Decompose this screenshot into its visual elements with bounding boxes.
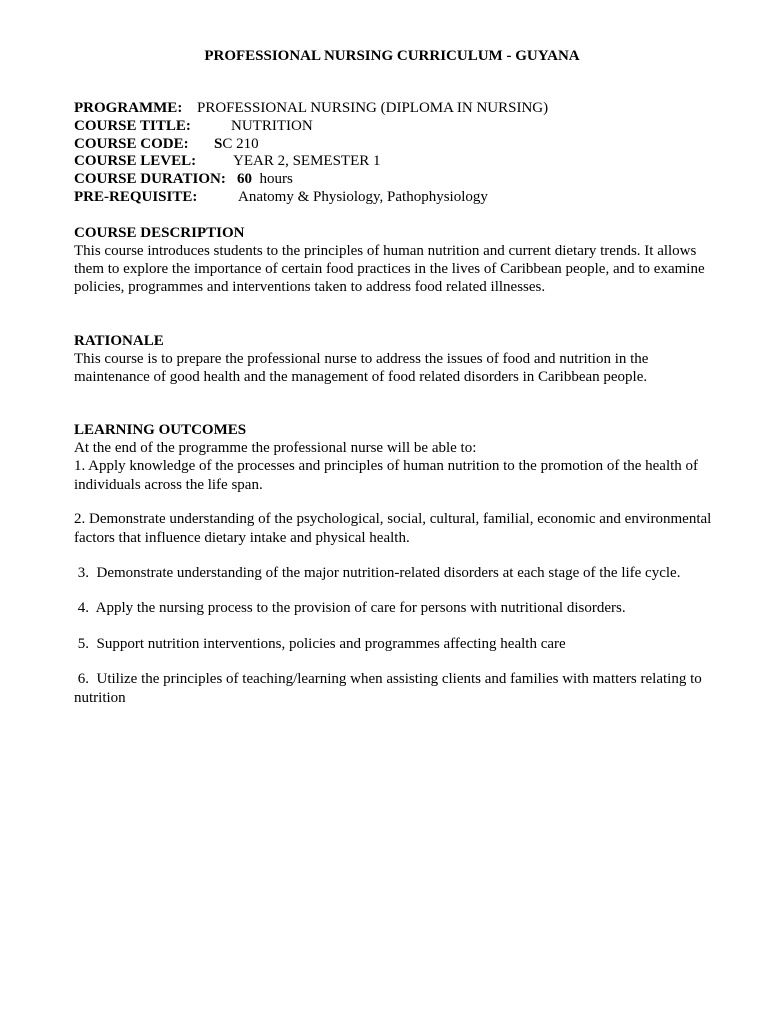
programme-row — [74, 100, 724, 118]
course-description-section — [74, 224, 719, 296]
course-duration-label: COURSE DURATION: — [74, 171, 226, 188]
course-duration-value — [237, 171, 293, 189]
course-title-row — [74, 118, 724, 136]
course-duration-row — [74, 171, 724, 189]
course-code-rest: C 210 — [222, 135, 259, 152]
course-code-prefix: S — [214, 135, 223, 152]
learning-outcome-item: 6. Utilize the principles of teaching/learning when assisting clients and families with matters relating to nutrition — [74, 671, 706, 706]
course-title-label: COURSE TITLE: — [74, 117, 191, 134]
course-metadata — [74, 100, 724, 207]
learning-outcome-item: 3. Demonstrate understanding of the major nutrition-related disorders at each stage of the life cycle. — [74, 565, 681, 581]
programme-label: PROGRAMME: — [74, 100, 183, 116]
prerequisite-value: Anatomy & Physiology, Pathophysiology — [238, 188, 488, 205]
course-description-heading: COURSE DESCRIPTION — [74, 225, 245, 241]
course-code-row — [74, 136, 724, 154]
learning-outcome-item: 1. Apply knowledge of the processes and principles of human nutrition to the promotion of the health of individuals across the life span. — [74, 458, 699, 493]
prerequisite-row — [74, 189, 724, 207]
course-level-row — [74, 153, 724, 171]
course-duration-unit: hours — [259, 171, 293, 188]
learning-outcome-item: 4. Apply the nursing process to the provision of care for persons with nutritional disorders. — [74, 600, 626, 616]
learning-outcomes-section — [74, 421, 719, 457]
course-description-body: This course introduces students to the principles of human nutrition and current dietary trends. It allows them to explore the importance of certain food practices in the lives of Caribbean people, and to examine policies, programmes and interventions taken to address food related illnesses. — [74, 243, 705, 295]
course-duration-number: 60 — [237, 171, 252, 188]
learning-outcome-item: 2. Demonstrate understanding of the psychological, social, cultural, familial, economic and environmental factors that influence dietary intake and physical health. — [74, 511, 712, 546]
learning-outcomes-heading: LEARNING OUTCOMES — [74, 422, 247, 438]
course-code-value — [214, 136, 259, 154]
course-code-label: COURSE CODE: — [74, 135, 189, 152]
programme-value: PROFESSIONAL NURSING (DIPLOMA IN NURSING) — [197, 100, 549, 116]
learning-outcome-item: 5. Support nutrition interventions, policies and programmes affecting health care — [74, 636, 566, 652]
rationale-section — [74, 332, 719, 386]
learning-outcomes-intro: At the end of the programme the professional nurse will be able to: — [74, 440, 477, 456]
course-level-value: YEAR 2, SEMESTER 1 — [233, 153, 381, 170]
course-level-label: COURSE LEVEL: — [74, 153, 197, 170]
course-title-value: NUTRITION — [231, 117, 313, 134]
document-title: PROFESSIONAL NURSING CURRICULUM - GUYANA — [204, 48, 580, 64]
prerequisite-label: PRE-REQUISITE: — [74, 188, 198, 205]
rationale-body: This course is to prepare the professional nurse to address the issues of food and nutrition in the maintenance of good health and the management of food related disorders in Caribbean people. — [74, 351, 649, 385]
rationale-heading: RATIONALE — [74, 333, 164, 349]
